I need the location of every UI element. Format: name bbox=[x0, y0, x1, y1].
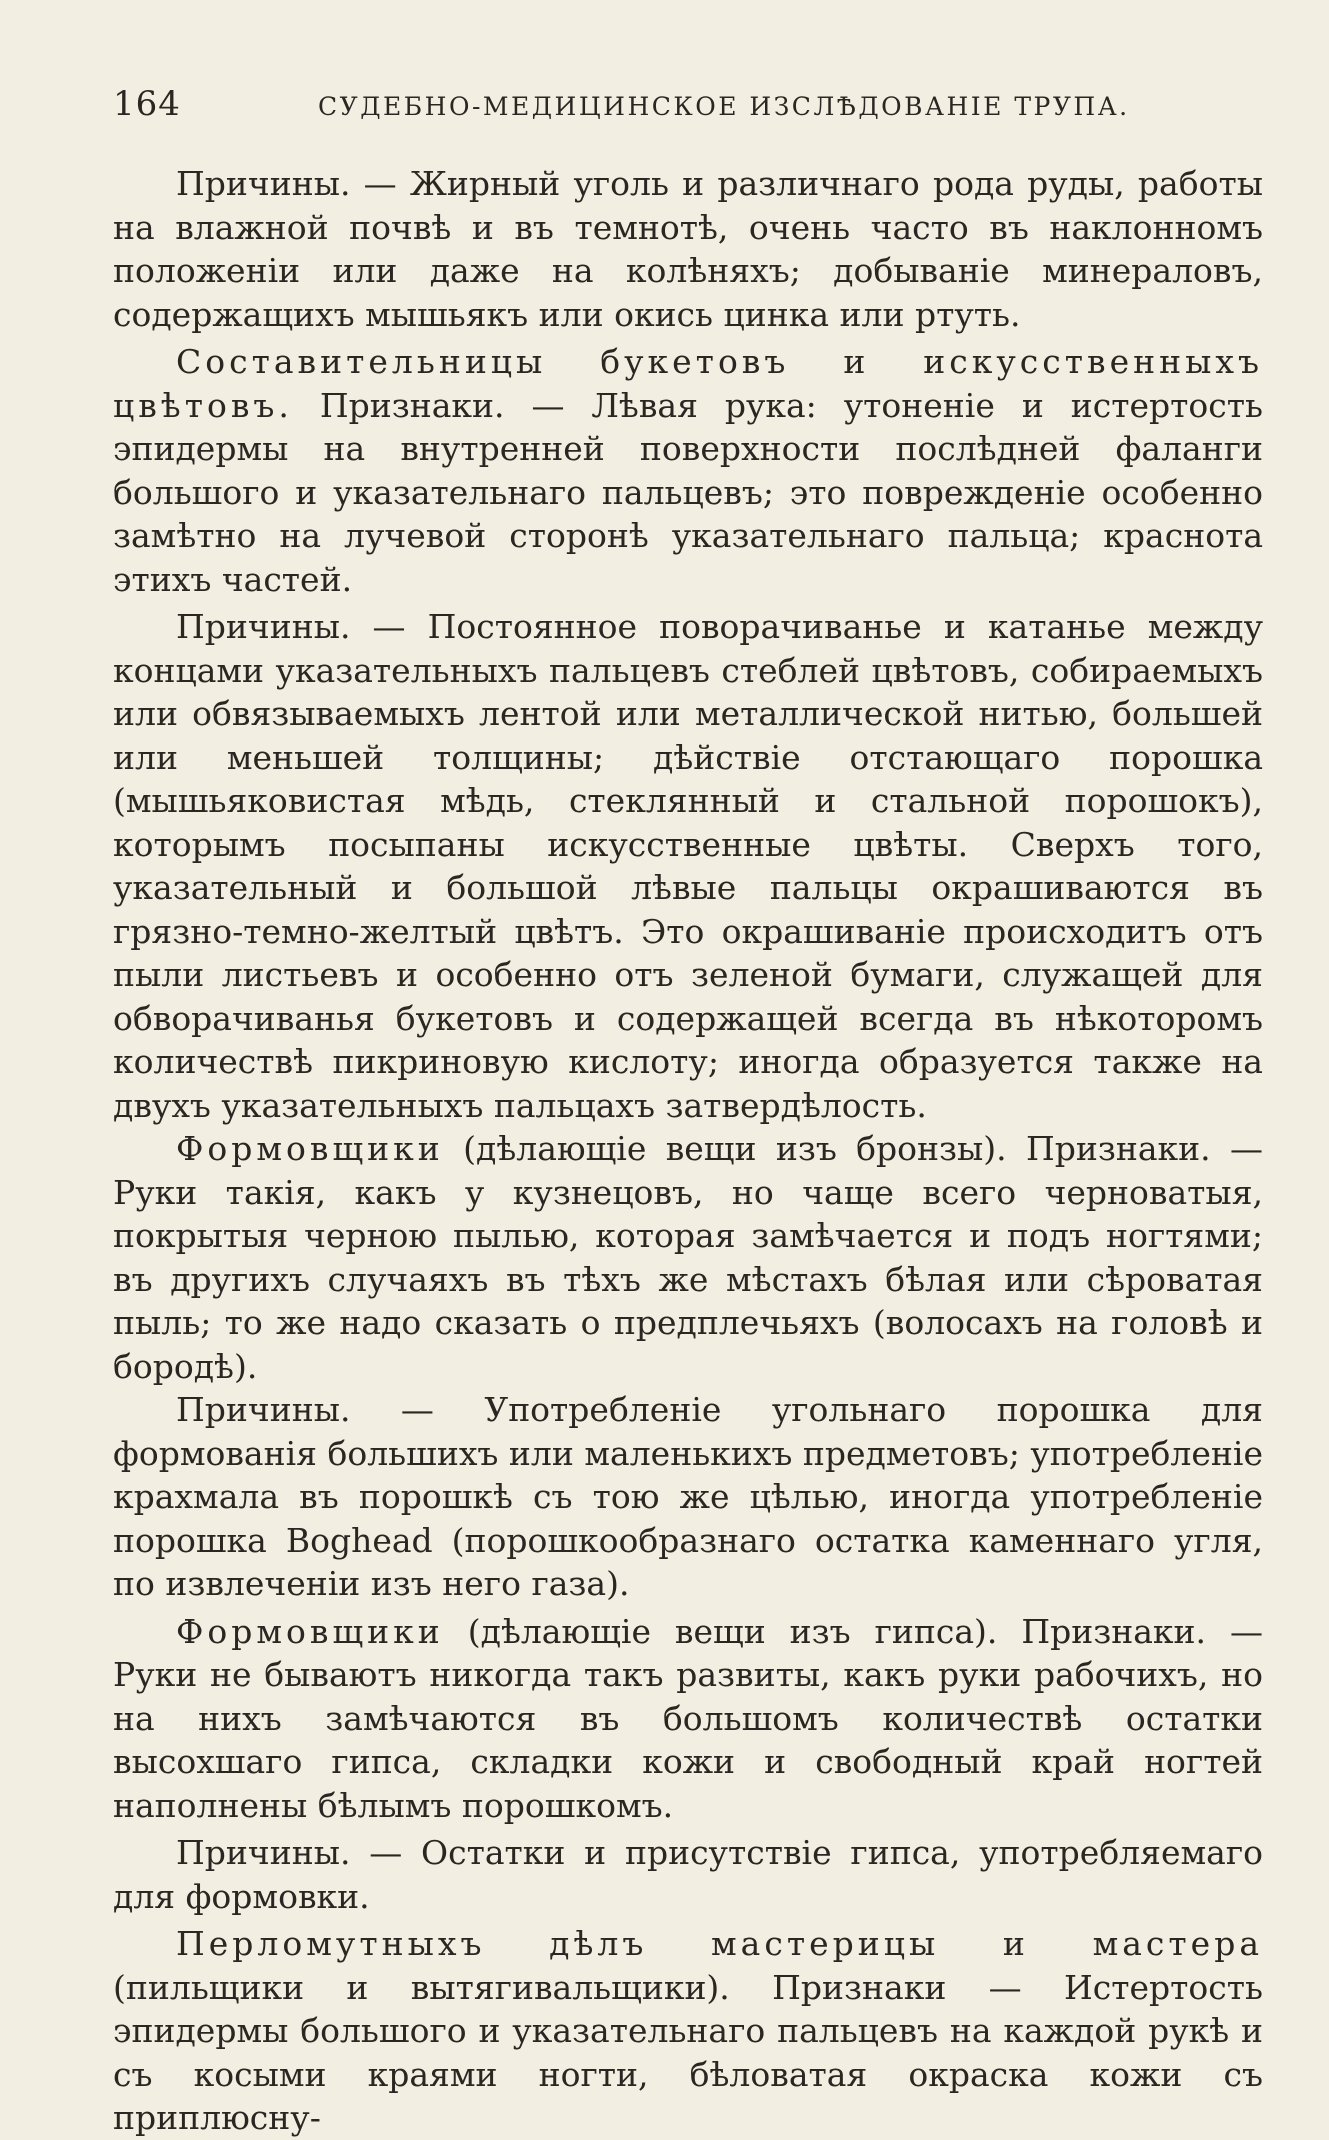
paragraph-lead: Формовщики bbox=[176, 1611, 444, 1651]
paragraph-text: (дѣлающіе вещи изъ бронзы). Признаки. — Руки такія, какъ у кузнецовъ, но чаще всего черноватыя, покрытыя черною пылью, которая замѣчается и подъ ногтями; въ другихъ случаяхъ въ тѣхъ же мѣстахъ бѣлая или сѣроватая пыль; то же надо сказать о предплечьяхъ (волосахъ на головѣ и бородѣ). bbox=[113, 1129, 1263, 1386]
page-body bbox=[113, 162, 1263, 2140]
paragraph bbox=[113, 162, 1263, 336]
page-header bbox=[113, 84, 1263, 134]
running-title: СУДЕБНО-МЕДИЦИНСКОЕ ИЗСЛѢДОВАНІЕ ТРУПА. bbox=[318, 92, 1130, 121]
paragraph bbox=[113, 340, 1263, 601]
paragraph-lead: Перломутныхъ дѣлъ мастерицы и мастера bbox=[176, 1924, 1263, 1963]
paragraph-text: Причины. — Жирный уголь и различнаго рода руды, работы на влажной почвѣ и въ темнотѣ, очень часто въ наклонномъ положеніи или даже на колѣняхъ; добываніе минераловъ, содержащихъ мышьякъ или окись цинка или ртуть. bbox=[113, 164, 1263, 334]
paragraph bbox=[113, 1388, 1263, 1606]
page-number: 164 bbox=[113, 84, 181, 124]
paragraph-text: Причины. — Остатки и присутствіе гипса, употребляемаго для формовки. bbox=[113, 1833, 1263, 1916]
paragraph bbox=[113, 605, 1263, 1127]
paragraph bbox=[113, 1831, 1263, 1918]
paragraph-text: Признаки. — Лѣвая рука: утоненіе и истертость эпидермы на внутренней поверхности послѣдней фаланги большого и указательнаго пальцевъ; это поврежденіе особенно замѣтно на лучевой сторонѣ указательнаго пальца; краснота этихъ частей. bbox=[113, 385, 1263, 599]
paragraph-lead: Формовщики bbox=[176, 1129, 444, 1168]
paragraph bbox=[113, 1610, 1263, 1828]
paragraph bbox=[113, 1922, 1263, 2140]
paragraph bbox=[113, 1127, 1263, 1388]
paragraph-lead: Составительницы букетовъ и искусственныхъ цвѣтовъ. bbox=[113, 342, 1263, 425]
paragraph-text: Причины. — Употребленіе угольнаго порошка для формованія большихъ или маленькихъ предметовъ; употребленіе крахмала въ порошкѣ съ тою же цѣлью, иногда употребленіе порошка Boghead (порошкообразнаго остатка каменнаго угля, по извлеченіи изъ него газа). bbox=[113, 1390, 1263, 1603]
paragraph-text: Причины. — Постоянное поворачиванье и катанье между концами указательныхъ пальцевъ стеблей цвѣтовъ, собираемыхъ или обвязываемыхъ лентой или металлической нитью, большей или меньшей толщины; дѣйствіе отстающаго порошка (мышьяковистая мѣдь, стеклянный и стальной порошокъ), которымъ посыпаны искусственные цвѣты. Сверхъ того, указательный и большой лѣвые пальцы окрашиваются въ грязно-темно-желтый цвѣтъ. Это окрашиваніе происходитъ отъ пыли листьевъ и особенно отъ зеленой бумаги, служащей для обворачиванья букетовъ и содержащей всегда въ нѣкоторомъ количествѣ пикриновую кислоту; иногда образуется также на двухъ указательныхъ пальцахъ затвердѣлость. bbox=[113, 607, 1263, 1125]
paragraph-text: (пильщики и вытягивальщики). Признаки — Истертость эпидермы большого и указательнаго пальцевъ на каждой рукѣ и съ косыми краями ногти, бѣловатая окраска кожи съ приплюсну- bbox=[113, 1967, 1263, 2137]
paragraph-text: (дѣлающіе вещи изъ гипса). Признаки. — Руки не бываютъ никогда такъ развиты, какъ руки рабочихъ, но на нихъ замѣчаются въ большомъ количествѣ остатки высохшаго гипса, складки кожи и свободный край ногтей наполнены бѣлымъ порошкомъ. bbox=[113, 1611, 1263, 1825]
